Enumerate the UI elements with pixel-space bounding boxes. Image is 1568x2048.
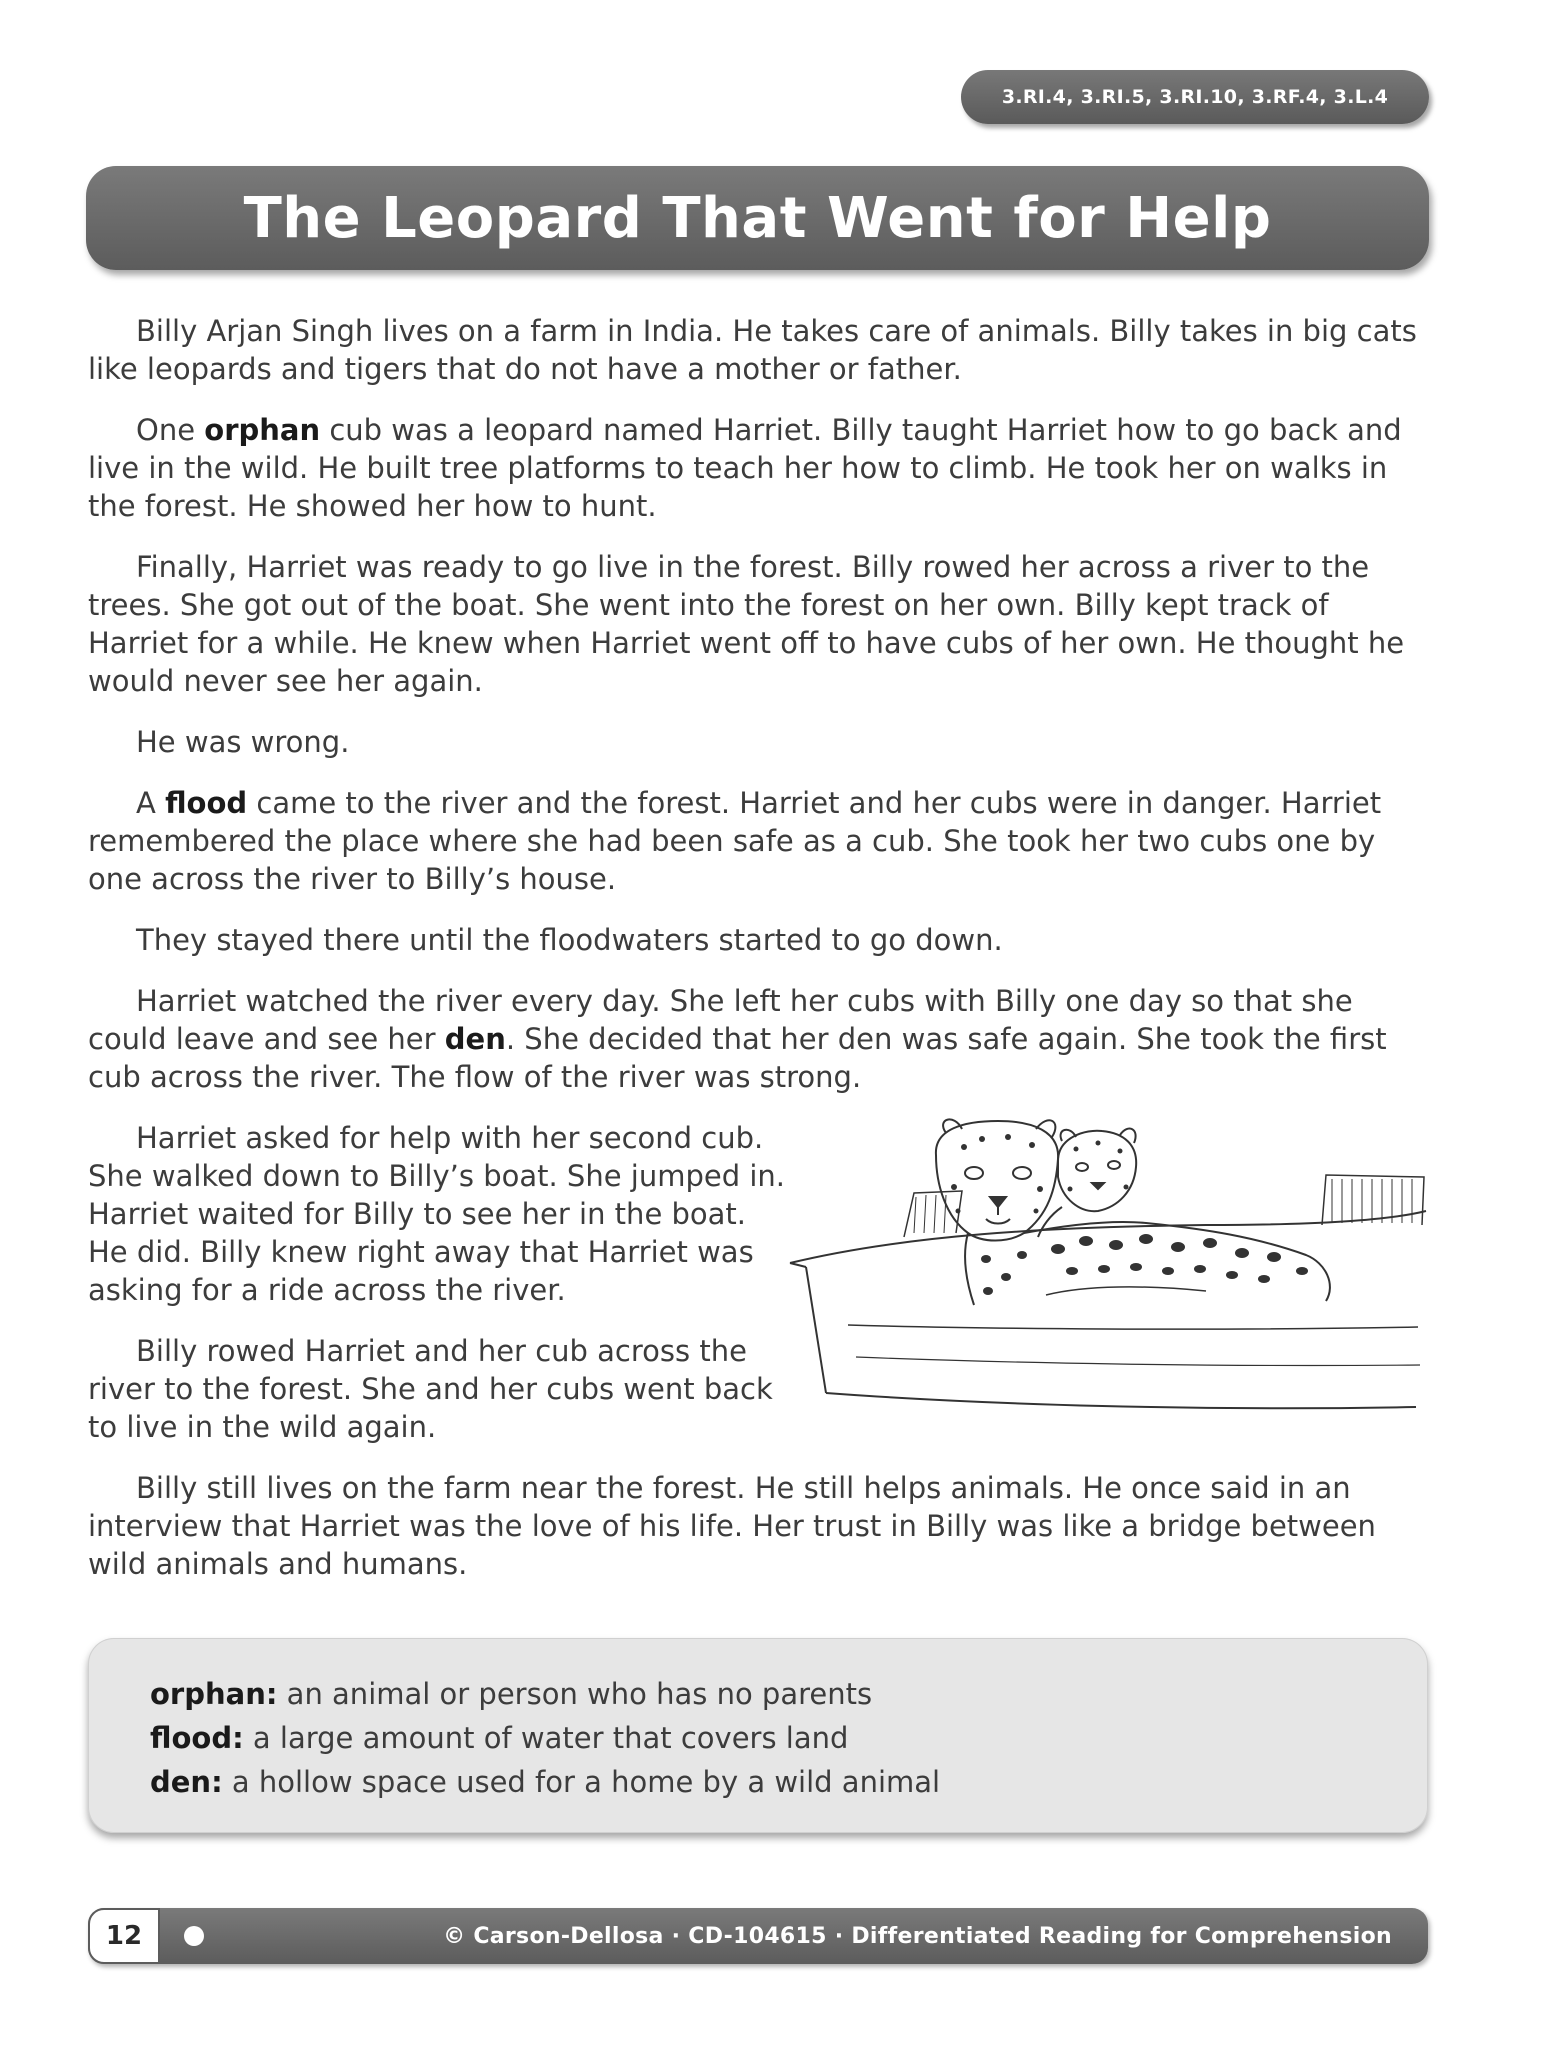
vocab-term-flood: flood xyxy=(165,786,248,820)
paragraph-7-rest: . She decided that her den was safe again. She took the first cub across the river. The flow of the river was strong. xyxy=(88,1022,1387,1094)
glossary-term: flood: xyxy=(150,1721,244,1755)
paragraph-2 xyxy=(88,411,1428,525)
page-number: 12 xyxy=(88,1908,160,1964)
paragraph-10: Billy still lives on the farm near the forest. He still helps animals. He once said in an interview that Harriet was the love of his life. Her trust in Billy was like a bridge between wild animals and humans. xyxy=(88,1471,1376,1581)
footer-bullet-icon xyxy=(184,1926,204,1946)
title-banner xyxy=(86,166,1429,270)
glossary-entry-den xyxy=(150,1760,940,1804)
paragraph-1: Billy Arjan Singh lives on a farm in India. He takes care of animals. Billy takes in big cats like leopards and tigers that do not have a mother or father. xyxy=(88,314,1417,386)
paragraph-7-start: Harriet watched the river every day. She left her cubs with Billy one day so that she could leave and see her xyxy=(88,984,1353,1056)
paragraph-5 xyxy=(88,784,1428,898)
glossary-term: den: xyxy=(150,1765,223,1799)
paragraph-9: Billy rowed Harriet and her cub across the river to the forest. She and her cubs went back to live in the wild again. xyxy=(88,1334,773,1444)
paragraph-2-start: One xyxy=(136,413,205,447)
standards-badge: 3.RI.4, 3.RI.5, 3.RI.10, 3.RF.4, 3.L.4 xyxy=(961,70,1429,124)
paragraph-5-start: A xyxy=(136,786,166,820)
glossary-term: orphan: xyxy=(150,1677,278,1711)
paragraph-2-rest: cub was a leopard named Harriet. Billy taught Harriet how to go back and live in the wild. He built tree platforms to teach her how to climb. He took her on walks in the forest. He showed her how to hunt. xyxy=(88,413,1402,523)
paragraph-4: He was wrong. xyxy=(136,725,350,759)
vocabulary-box xyxy=(88,1638,1428,1833)
glossary-entry-flood xyxy=(150,1716,940,1760)
glossary-definition: an animal or person who has no parents xyxy=(277,1677,873,1711)
glossary-definition: a large amount of water that covers land xyxy=(243,1721,849,1755)
leopards-in-boat-illustration xyxy=(786,1115,1428,1415)
vocab-term-orphan: orphan xyxy=(204,413,321,447)
paragraph-6: They stayed there until the floodwaters started to go down. xyxy=(136,923,1003,957)
paragraph-3: Finally, Harriet was ready to go live in the forest. Billy rowed her across a river to the trees. She got out of the boat. She went into the forest on her own. Billy kept track of Harriet for a while. He knew when Harriet went off to have cubs of her own. He thought he would never see her again. xyxy=(88,550,1405,698)
page-footer xyxy=(88,1908,1428,1964)
paragraph-8: Harriet asked for help with her second cub. She walked down to Billy’s boat. She jumped in. Harriet waited for Billy to see her in the boat. He did. Billy knew right away that Harriet was asking for a ride across the river. xyxy=(88,1121,785,1307)
page-title: The Leopard That Went for Help xyxy=(243,185,1272,251)
glossary-list xyxy=(150,1672,940,1804)
glossary-entry-orphan xyxy=(150,1672,940,1716)
footer-copyright: © Carson-Dellosa · CD-104615 · Differentiated Reading for Comprehension xyxy=(443,1923,1392,1949)
paragraph-5-rest: came to the river and the forest. Harriet and her cubs were in danger. Harriet remembered the place where she had been safe as a cub. She took her two cubs one by one across the river to Billy’s house. xyxy=(88,786,1382,896)
vocab-term-den: den xyxy=(444,1022,506,1056)
glossary-definition: a hollow space used for a home by a wild animal xyxy=(222,1765,941,1799)
paragraph-7 xyxy=(88,982,1428,1096)
